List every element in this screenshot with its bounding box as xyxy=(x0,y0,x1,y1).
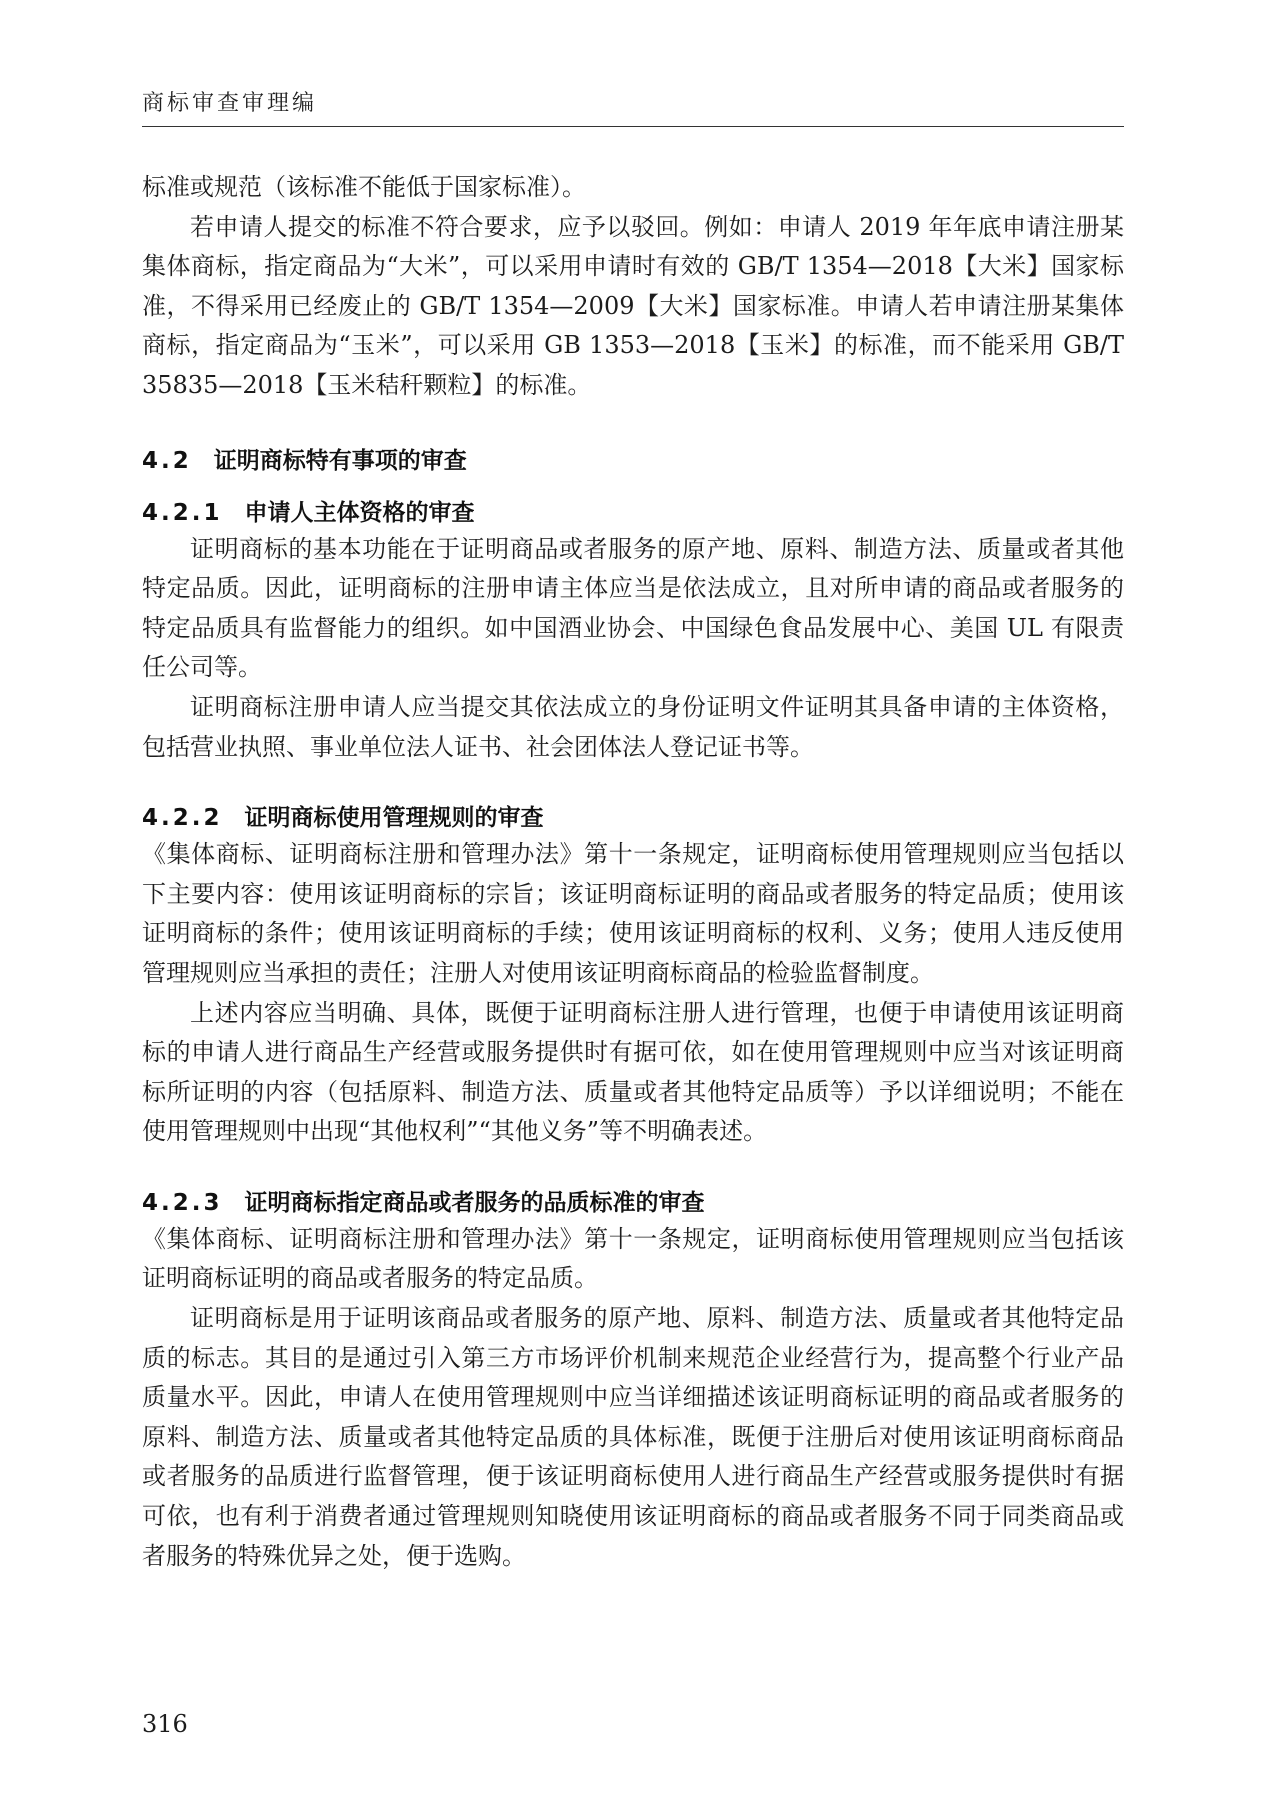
paragraph: 证明商标注册申请人应当提交其依法成立的身份证明文件证明其具备申请的主体资格，包括营业执照、事业单位法人证书、社会团体法人登记证书等。 xyxy=(142,692,1124,761)
paragraph: 标准或规范（该标准不能低于国家标准）。 xyxy=(142,173,586,201)
section-heading xyxy=(142,444,1124,478)
paragraph: 若申请人提交的标准不符合要求，应予以驳回。例如：申请人 2019 年年底申请注册某集体商标，指定商品为“大米”，可以采用申请时有效的 GB/T 1354—2018【大米】国家标准，不得采用已经废止的 GB/T 1354—2009【大米】国家标准。申请人若申请注册某集体商标，指定商品为“玉米”，可以采用 GB 1353—2018【玉米】的标准，而不能采用 GB/T 35835—2018【玉米秸秆颗粒】的标准。 xyxy=(142,212,1124,399)
subsection-title: 证明商标指定商品或者服务的品质标准的审查 xyxy=(244,1189,705,1216)
subsection-title: 证明商标使用管理规则的审查 xyxy=(244,805,544,832)
subsection-number: 4.2.2 xyxy=(142,805,223,832)
subsection-heading xyxy=(142,496,1124,530)
subsection-title: 申请人主体资格的审查 xyxy=(244,499,475,526)
header-divider xyxy=(142,126,1124,127)
paragraph: 证明商标的基本功能在于证明商品或者服务的原产地、原料、制造方法、质量或者其他特定品质。因此，证明商标的注册申请主体应当是依法成立，且对所申请的商品或者服务的特定品质具有监督能力的组织。如中国酒业协会、中国绿色食品发展中心、美国 UL 有限责任公司等。 xyxy=(142,534,1124,682)
paragraph: 上述内容应当明确、具体，既便于证明商标注册人进行管理，也便于申请使用该证明商标的申请人进行商品生产经营或服务提供时有据可依，如在使用管理规则中应当对该证明商标所证明的内容（包括原料、制造方法、质量或者其他特定品质等）予以详细说明；不能在使用管理规则中出现“其他权利”“其他义务”等不明确表述。 xyxy=(142,998,1124,1146)
running-header-title: 商标审查审理编 xyxy=(142,91,318,116)
section-number: 4.2 xyxy=(142,447,192,474)
body-text xyxy=(142,168,1124,1576)
subsection-heading xyxy=(142,1186,1124,1220)
subsection-heading xyxy=(142,801,1124,835)
subsection-number: 4.2.3 xyxy=(142,1189,223,1216)
section-title: 证明商标特有事项的审查 xyxy=(213,447,467,474)
paragraph: 《集体商标、证明商标注册和管理办法》第十一条规定，证明商标使用管理规则应当包括以下主要内容：使用该证明商标的宗旨；该证明商标证明的商品或者服务的特定品质；使用该证明商标的条件；使用该证明商标的手续；使用该证明商标的权利、义务；使用人违反使用管理规则应当承担的责任；注册人对使用该证明商标商品的检验监督制度。 xyxy=(142,840,1124,987)
paragraph: 《集体商标、证明商标注册和管理办法》第十一条规定，证明商标使用管理规则应当包括该证明商标证明的商品或者服务的特定品质。 xyxy=(142,1224,1124,1293)
page-number: 316 xyxy=(142,1710,188,1738)
subsection-number: 4.2.1 xyxy=(142,499,223,526)
paragraph: 证明商标是用于证明该商品或者服务的原产地、原料、制造方法、质量或者其他特定品质的标志。其目的是通过引入第三方市场评价机制来规范企业经营行为，提高整个行业产品质量水平。因此，申请人在使用管理规则中应当详细描述该证明商标证明的商品或者服务的原料、制造方法、质量或者其他特定品质的具体标准，既便于注册后对使用该证明商标商品或者服务的品质进行监督管理，便于该证明商标使用人进行商品生产经营或服务提供时有据可依，也有利于消费者通过管理规则知晓使用该证明商标的商品或者服务不同于同类商品或者服务的特殊优异之处，便于选购。 xyxy=(142,1304,1124,1570)
